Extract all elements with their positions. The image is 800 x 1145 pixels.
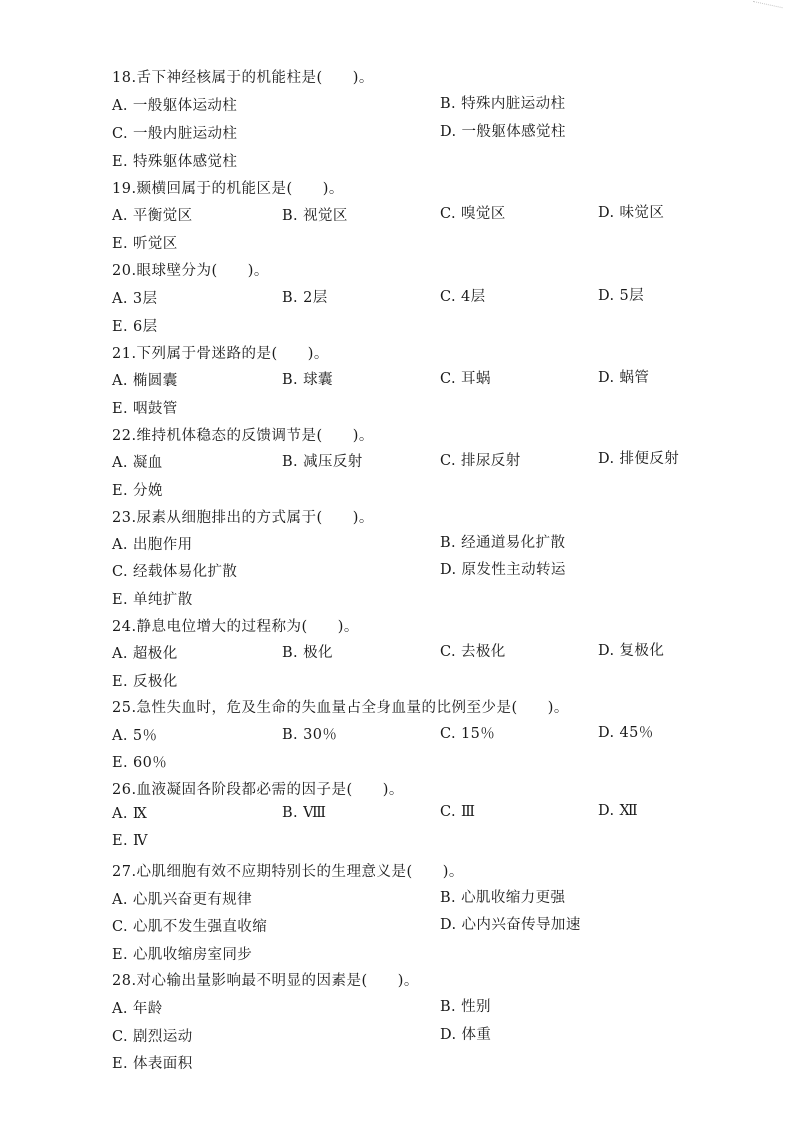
question-25-option-e: E. 60％ [112,755,168,771]
question-24-option-d: D. 复极化 [598,643,665,659]
question-19-option-b: B. 视觉区 [282,208,348,224]
question-19-option-e: E. 听觉区 [112,236,178,252]
question-18-option-c: C. 一般内脏运动柱 [112,126,238,142]
question-27-option-a: A. 心肌兴奋更有规律 [112,892,253,908]
question-23-option-b: B. 经通道易化扩散 [440,535,566,551]
question-26-option-b: B. Ⅷ [282,805,327,821]
question-21-option-a: A. 椭圆囊 [112,373,178,389]
question-24-option-c: C. 去极化 [440,644,506,660]
question-22-option-d: D. 排便反射 [598,451,680,467]
question-25-option-a: A. 5％ [112,728,158,744]
scan-artifact [751,1,782,16]
question-26-option-c: C. Ⅲ [440,804,476,820]
question-18-option-b: B. 特殊内脏运动柱 [440,96,566,112]
question-28-option-e: E. 体表面积 [112,1056,193,1072]
question-19-option-c: C. 嗅觉区 [440,206,506,222]
question-23-option-c: C. 经载体易化扩散 [112,564,238,580]
question-28-stem: 28.对心输出量影响最不明显的因素是( )。 [112,973,419,989]
question-24-option-e: E. 反极化 [112,674,178,690]
question-19-option-d: D. 味觉区 [598,205,665,221]
question-27-option-c: C. 心肌不发生强直收缩 [112,919,268,935]
question-22-option-a: A. 凝血 [112,455,163,471]
question-19-option-a: A. 平衡觉区 [112,208,193,224]
question-22-stem: 22.维持机体稳态的反馈调节是( )。 [112,428,374,444]
question-21-option-c: C. 耳蜗 [440,371,491,387]
question-27-option-b: B. 心肌收缩力更强 [440,890,566,906]
question-21-option-e: E. 咽鼓管 [112,401,178,417]
question-26-stem: 26.血液凝固各阶段都必需的因子是( )。 [112,782,404,798]
question-18-stem: 18.舌下神经核属于的机能柱是( )。 [112,70,374,86]
question-27-option-d: D. 心内兴奋传导加速 [440,917,581,933]
question-24-stem: 24.静息电位增大的过程称为( )。 [112,619,359,635]
question-23-option-e: E. 单纯扩散 [112,592,193,608]
question-25-option-b: B. 30％ [282,727,338,743]
question-22-option-e: E. 分娩 [112,483,163,499]
question-26-option-d: D. Ⅻ [598,803,639,819]
question-21-option-b: B. 球囊 [282,372,333,388]
question-18-option-a: A. 一般躯体运动柱 [112,98,238,114]
question-23-option-a: A. 出胞作用 [112,537,193,553]
question-28-option-a: A. 年龄 [112,1001,163,1017]
question-20-option-b: B. 2层 [282,290,328,306]
question-27-option-e: E. 心肌收缩房室同步 [112,947,253,963]
question-23-stem: 23.尿素从细胞排出的方式属于( )。 [112,510,374,526]
question-26-option-a: A. Ⅸ [112,806,148,822]
question-25-option-c: C. 15％ [440,726,496,742]
question-25-option-d: D. 45％ [598,725,654,741]
question-28-option-d: D. 体重 [440,1027,492,1043]
question-18-option-d: D. 一般躯体感觉柱 [440,124,566,140]
question-24-option-b: B. 极化 [282,645,333,661]
question-20-option-c: C. 4层 [440,289,486,305]
question-20-option-a: A. 3层 [112,291,158,307]
question-19-stem: 19.颞横回属于的机能区是( )。 [112,181,344,197]
question-28-option-c: C. 剧烈运动 [112,1029,193,1045]
question-20-stem: 20.眼球壁分为( )。 [112,263,269,279]
question-25-stem: 25.急性失血时，危及生命的失血量占全身血量的比例至少是( )。 [112,700,569,716]
question-24-option-a: A. 超极化 [112,646,178,662]
question-23-option-d: D. 原发性主动转运 [440,562,566,578]
question-21-stem: 21.下列属于骨迷路的是( )。 [112,346,329,362]
question-27-stem: 27.心肌细胞有效不应期特别长的生理意义是( )。 [112,864,464,880]
question-28-option-b: B. 性别 [440,999,491,1015]
question-21-option-d: D. 蜗管 [598,370,650,386]
question-22-option-c: C. 排尿反射 [440,453,521,469]
question-18-option-e: E. 特殊躯体感觉柱 [112,154,238,170]
question-20-option-e: E. 6层 [112,319,158,335]
question-22-option-b: B. 减压反射 [282,454,363,470]
question-26-option-e: E. Ⅳ [112,833,148,849]
question-20-option-d: D. 5层 [598,288,645,304]
